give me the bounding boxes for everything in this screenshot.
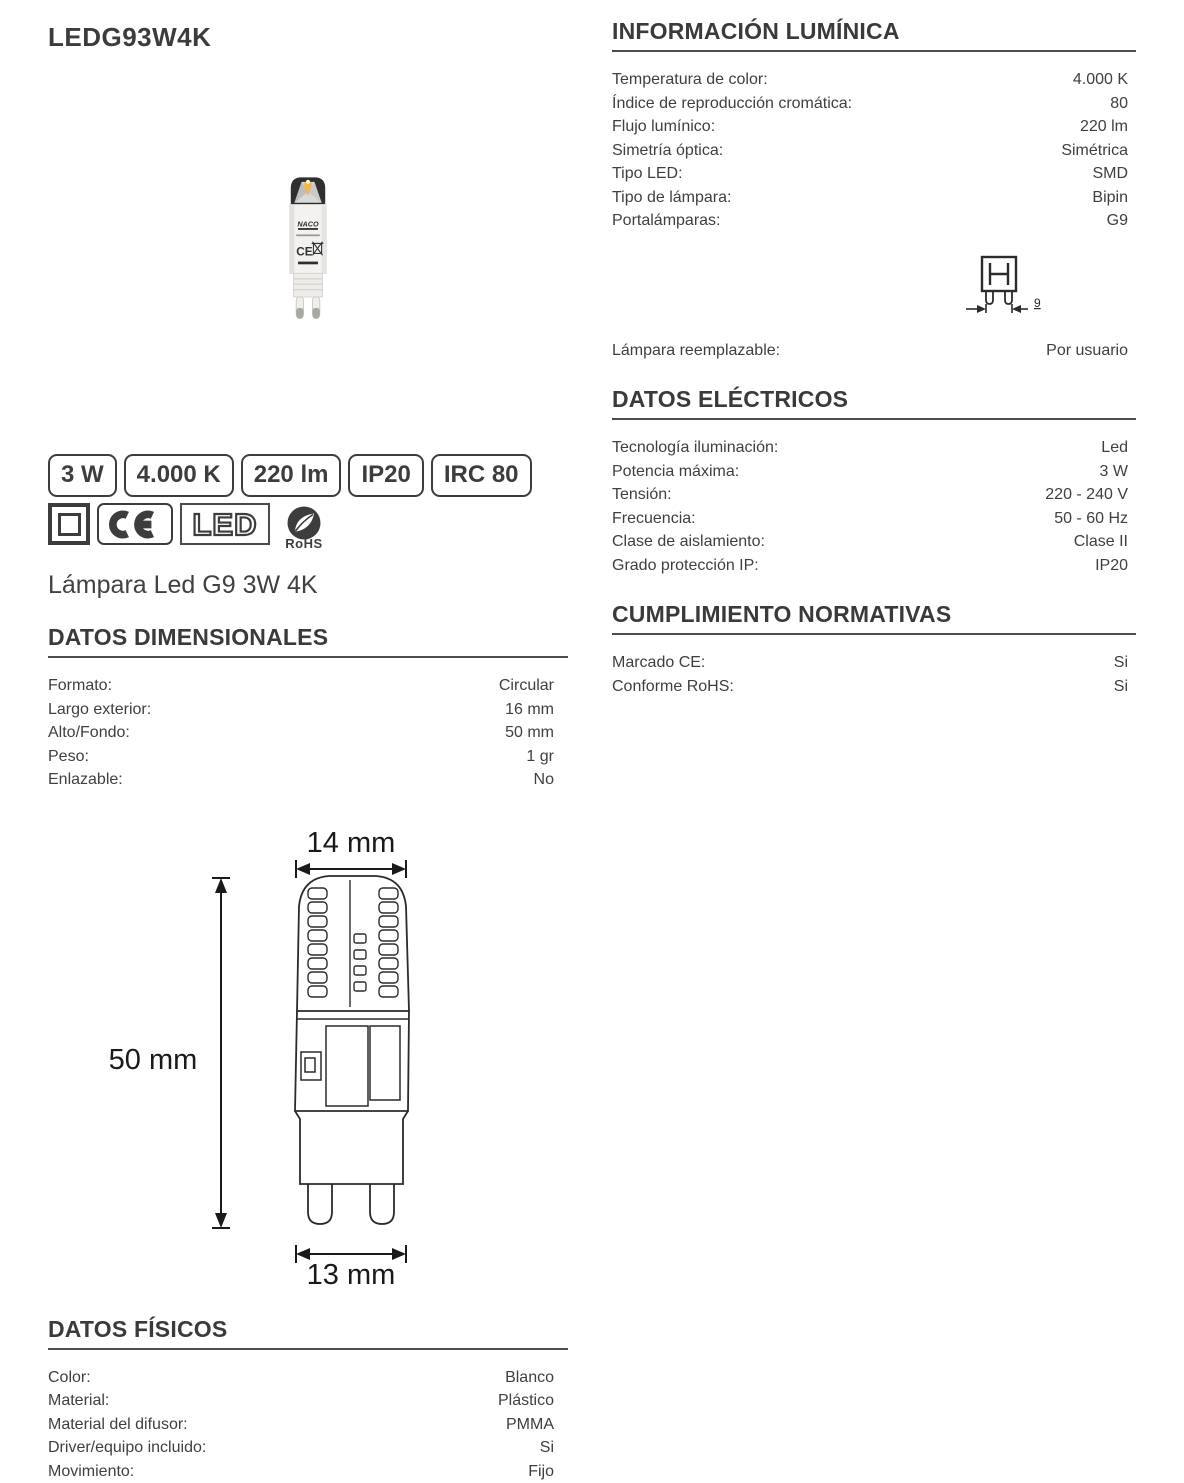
lamp-outline	[295, 876, 409, 1224]
spec-value: SMD	[1092, 165, 1128, 182]
class2-insulation-icon	[48, 503, 90, 545]
led-logo-text: LED	[192, 506, 258, 542]
table-row	[612, 507, 1136, 531]
page-title: LEDG93W4K	[48, 22, 212, 52]
spec-value: 4.000 K	[1072, 71, 1128, 88]
led-bulb-photo-icon	[279, 171, 337, 325]
physical-rows	[48, 1366, 568, 1483]
spec-value: 1 gr	[526, 747, 554, 765]
section-title-fisicos: DATOS FÍSICOS	[48, 1316, 568, 1350]
compliance-rows	[612, 651, 1136, 698]
dimensional-rows	[48, 674, 568, 792]
spec-label: Frecuencia:	[612, 509, 696, 527]
spec-value: Plástico	[497, 1392, 554, 1410]
table-row	[612, 68, 1136, 92]
spec-label: Índice de reproducción cromática:	[612, 94, 853, 112]
spec-value: 16 mm	[505, 700, 554, 718]
table-row	[48, 1413, 568, 1437]
spec-label: Tensión:	[612, 486, 672, 503]
section-title-electricos: DATOS ELÉCTRICOS	[612, 386, 1136, 420]
left-column	[48, 0, 568, 1483]
product-photo	[48, 171, 568, 327]
spec-value: PMMA	[506, 1415, 554, 1433]
rohs-label: RoHS	[285, 536, 323, 552]
spec-value: 50 mm	[505, 724, 554, 742]
spec-label: Flujo lumínico:	[612, 118, 716, 135]
spec-label: Potencia máxima:	[612, 462, 740, 480]
spec-label: Driver/equipo incluido:	[48, 1439, 207, 1457]
bulb-ce-text: CE	[296, 245, 313, 259]
spec-value: IP20	[1095, 556, 1128, 574]
spec-value: Fijo	[528, 1462, 554, 1480]
table-row	[612, 436, 1136, 460]
table-row	[612, 483, 1136, 507]
table-row	[48, 1389, 568, 1413]
badge-color-temp: 4.000 K	[124, 454, 234, 497]
product-name: Lámpara Led G9 3W 4K	[48, 571, 318, 600]
table-row	[48, 1366, 568, 1390]
bulb-brand-text: NACO	[297, 219, 319, 229]
badge-lumens: 220 lm	[241, 454, 342, 497]
spec-value: 220 - 240 V	[1045, 486, 1128, 503]
section-title-luminica: INFORMACIÓN LUMÍNICA	[612, 18, 1136, 52]
table-row	[612, 209, 1136, 233]
spec-label: Formato:	[48, 677, 113, 695]
spec-value: Blanco	[505, 1368, 554, 1386]
replaceable-row-wrap	[612, 339, 1136, 363]
spec-value: Led	[1101, 439, 1128, 456]
table-row	[612, 115, 1136, 139]
spec-label: Clase de aislamiento:	[612, 533, 765, 550]
spec-label: Conforme RoHS:	[612, 677, 734, 695]
table-row	[48, 1460, 568, 1483]
rohs-icon	[281, 505, 327, 551]
spec-value: Si	[539, 1439, 554, 1457]
table-row	[48, 698, 568, 722]
section-title-dimensionales: DATOS DIMENSIONALES	[48, 624, 568, 658]
spec-label: Lámpara reemplazable:	[612, 341, 781, 359]
electrical-rows	[612, 436, 1136, 577]
spec-value: 80	[1110, 94, 1128, 112]
table-row	[612, 162, 1136, 186]
spec-badges	[48, 454, 568, 497]
spec-label: Simetría óptica:	[612, 141, 724, 159]
table-row	[48, 1436, 568, 1460]
spec-label: Marcado CE:	[612, 654, 706, 671]
right-column	[612, 0, 1136, 698]
spec-value: Simétrica	[1061, 141, 1128, 159]
spec-label: Enlazable:	[48, 771, 123, 789]
spec-value: Por usuario	[1046, 341, 1128, 359]
certification-icons	[48, 503, 568, 553]
table-row	[612, 92, 1136, 116]
table-row	[612, 460, 1136, 484]
ce-mark-icon	[97, 503, 173, 545]
dim-bottom-label: 13 mm	[306, 1258, 396, 1291]
spec-value: Si	[1113, 677, 1128, 695]
table-row	[612, 530, 1136, 554]
table-row	[48, 721, 568, 745]
spec-label: Portalámparas:	[612, 212, 721, 229]
dimension-drawing	[98, 814, 478, 1292]
luminic-rows	[612, 68, 1136, 233]
table-row	[612, 554, 1136, 578]
spec-value: Circular	[498, 677, 554, 695]
badge-cri: IRC 80	[431, 454, 532, 497]
table-row	[48, 674, 568, 698]
led-logo-icon	[180, 503, 270, 545]
spec-label: Material:	[48, 1392, 110, 1410]
spec-value: 220 lm	[1079, 118, 1128, 135]
spec-label: Grado protección IP:	[612, 556, 759, 574]
spec-label: Color:	[48, 1368, 91, 1386]
table-row	[612, 651, 1136, 675]
dim-arrow-left	[212, 878, 230, 1228]
spec-value: Clase II	[1073, 533, 1128, 550]
spec-label: Tipo LED:	[612, 165, 683, 182]
table-row	[612, 339, 1136, 363]
spec-value: G9	[1106, 212, 1128, 229]
spec-label: Peso:	[48, 747, 89, 765]
spec-value: 50 - 60 Hz	[1054, 509, 1128, 527]
table-row	[612, 186, 1136, 210]
section-title-normativas: CUMPLIMIENTO NORMATIVAS	[612, 601, 1136, 635]
spec-value: No	[533, 771, 554, 789]
badge-power: 3 W	[48, 454, 117, 497]
spec-label: Movimiento:	[48, 1462, 135, 1480]
table-row	[612, 139, 1136, 163]
spec-label: Tipo de lámpara:	[612, 188, 732, 206]
spec-value: Si	[1113, 654, 1128, 671]
table-row	[48, 745, 568, 769]
driver-detail	[297, 1019, 408, 1106]
table-row	[612, 675, 1136, 699]
spec-label: Material del difusor:	[48, 1415, 188, 1433]
dim-height-label: 50 mm	[108, 1043, 198, 1076]
weee-bin-icon	[312, 242, 324, 256]
spec-value: Bipin	[1092, 188, 1128, 206]
spec-label: Tecnología iluminación:	[612, 439, 779, 456]
socket-dim-label: 9	[1034, 295, 1041, 310]
spec-value: 3 W	[1099, 462, 1128, 480]
spec-label: Alto/Fondo:	[48, 724, 130, 742]
dim-top-label: 14 mm	[306, 826, 396, 859]
spec-label: Largo exterior:	[48, 700, 152, 718]
led-columns	[308, 880, 398, 1007]
g9-socket-diagram	[964, 247, 1136, 329]
spec-label: Temperatura de color:	[612, 71, 768, 88]
badge-ip: IP20	[348, 454, 423, 497]
table-row	[48, 768, 568, 792]
